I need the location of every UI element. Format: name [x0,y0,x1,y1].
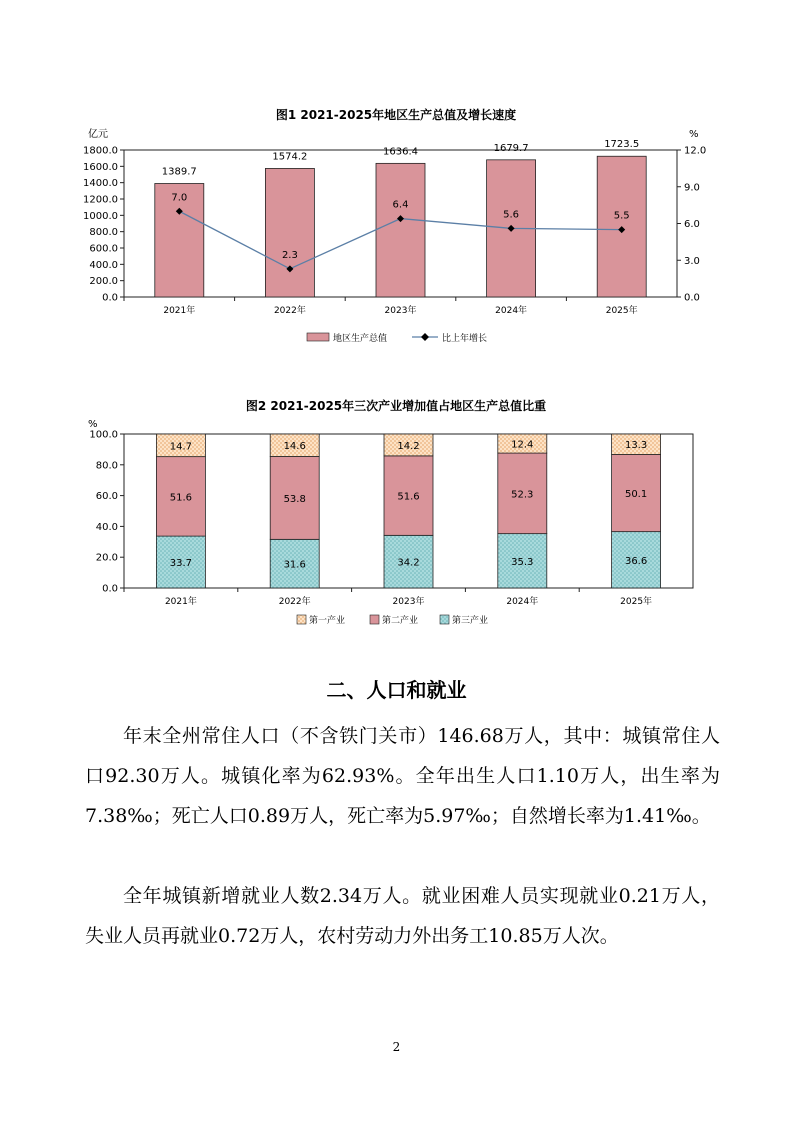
chart1-x-tick-label: 2021年 [163,306,196,316]
chart2-y-tick-label: 60.0 [95,491,118,503]
legend-label-gdp: 地区生产总值 [333,334,388,344]
industry-share-chart [0,390,793,635]
chart1-x-tick-label: 2024年 [495,306,528,316]
growth-label: 7.0 [171,192,188,204]
legend-swatch-primary [297,615,306,624]
gdp-bar-label: 1389.7 [161,166,197,178]
tertiary-segment-label: 31.6 [283,559,306,571]
gdp-growth-chart [0,100,793,350]
chart1-y2-tick-label: 3.0 [684,255,700,267]
chart1-y-tick-label: 400.0 [89,259,118,271]
chart2-title: 图2 2021-2025年三次产业增加值占地区生产总值比重 [245,399,547,413]
chart1-legend [307,332,487,344]
chart2-y-tick-label: 100.0 [89,429,118,441]
chart2-y-tick-label: 20.0 [95,552,118,564]
chart2-y-tick-label: 80.0 [95,460,118,472]
tertiary-segment-label: 35.3 [511,556,534,568]
legend-label-growth: 比上年增长 [442,334,488,344]
chart1-x-tick-label: 2022年 [273,306,306,316]
legend-swatch-secondary [370,615,379,624]
primary-segment-label: 14.7 [169,441,193,453]
chart1-y-tick-label: 200.0 [89,276,118,288]
chart1-y2-tick-label: 9.0 [684,182,700,194]
section-heading: 二、人口和就业 [326,678,467,702]
population-paragraph: 年末全州常住人口（不含铁门关市）146.68万人，其中：城镇常住人口92.30万人。城镇化率为62.93%。全年出生人口1.10万人，出生率为7.38‰；死亡人口0.89万人，死亡率为5.97‰；自然增长率为1.41‰。 [85,725,720,827]
growth-label: 5.5 [613,210,630,222]
chart2-x-tick-label: 2022年 [278,597,311,607]
primary-segment-label: 13.3 [624,440,648,452]
gdp-bar [265,168,314,297]
gdp-bar-label: 1574.2 [272,151,308,163]
page-number: 2 [392,1040,401,1054]
chart2-y-tick-label: 0.0 [102,583,118,595]
chart1-y-tick-label: 1400.0 [83,178,118,190]
chart1-x-tick-label: 2023年 [384,306,417,316]
chart2-y-unit: % [88,419,98,430]
primary-segment-label: 14.2 [397,440,420,452]
chart2-legend [297,614,488,626]
growth-label: 5.6 [503,209,520,221]
secondary-segment-label: 52.3 [511,489,534,501]
chart1-y-tick-label: 1600.0 [83,161,118,173]
chart1-title: 图1 2021-2025年地区生产总值及增长速度 [275,108,517,122]
chart2-x-tick-label: 2024年 [506,597,539,607]
tertiary-segment-label: 34.2 [397,557,420,569]
chart2-x-tick-label: 2023年 [392,597,425,607]
chart1-left-unit: 亿元 [88,129,108,140]
secondary-segment-label: 51.6 [169,492,193,504]
gdp-bar-label: 1723.5 [604,139,640,151]
chart1-right-unit: % [689,129,699,140]
secondary-segment-label: 51.6 [397,491,420,503]
chart2-y-tick-label: 40.0 [95,521,118,533]
tertiary-segment-label: 36.6 [624,555,648,567]
growth-label: 6.4 [392,199,409,211]
chart1-y-tick-label: 1000.0 [83,210,118,222]
legend-label-tertiary: 第三产业 [452,616,489,626]
chart1-bars [155,156,646,297]
legend-swatch-gdp [307,333,329,341]
chart1-y-tick-label: 1800.0 [83,145,118,157]
secondary-segment-label: 53.8 [283,493,306,505]
chart1-y2-tick-label: 12.0 [684,145,707,157]
growth-label: 2.3 [281,249,298,261]
chart1-y-tick-label: 1200.0 [83,194,118,206]
legend-swatch-tertiary [440,615,449,624]
chart1-y2-tick-label: 6.0 [684,219,700,230]
legend-label-secondary: 第二产业 [382,616,419,626]
tertiary-segment-label: 33.7 [169,558,193,570]
primary-segment-label: 12.4 [511,439,534,451]
chart1-y-tick-label: 0.0 [102,292,118,304]
chart1-y-tick-label: 800.0 [89,227,118,239]
employment-paragraph: 全年城镇新增就业人数2.34万人。就业困难人员实现就业0.21万人，失业人员再就业0.72万人，农村劳动力外出务工10.85万人次。 [85,885,720,947]
secondary-segment-label: 50.1 [624,489,648,501]
legend-marker-growth [421,333,429,341]
chart1-y2-tick-label: 0.0 [684,292,700,304]
legend-label-primary: 第一产业 [309,616,346,626]
chart2-x-tick-label: 2025年 [620,597,653,607]
chart2-x-tick-label: 2021年 [164,597,197,607]
gdp-bar-label: 1636.4 [383,146,418,158]
gdp-bar [376,163,425,297]
primary-segment-label: 14.6 [283,441,306,453]
chart1-y-tick-label: 600.0 [89,243,118,255]
gdp-bar-label: 1679.7 [493,142,529,154]
chart1-x-tick-label: 2025年 [605,306,638,316]
